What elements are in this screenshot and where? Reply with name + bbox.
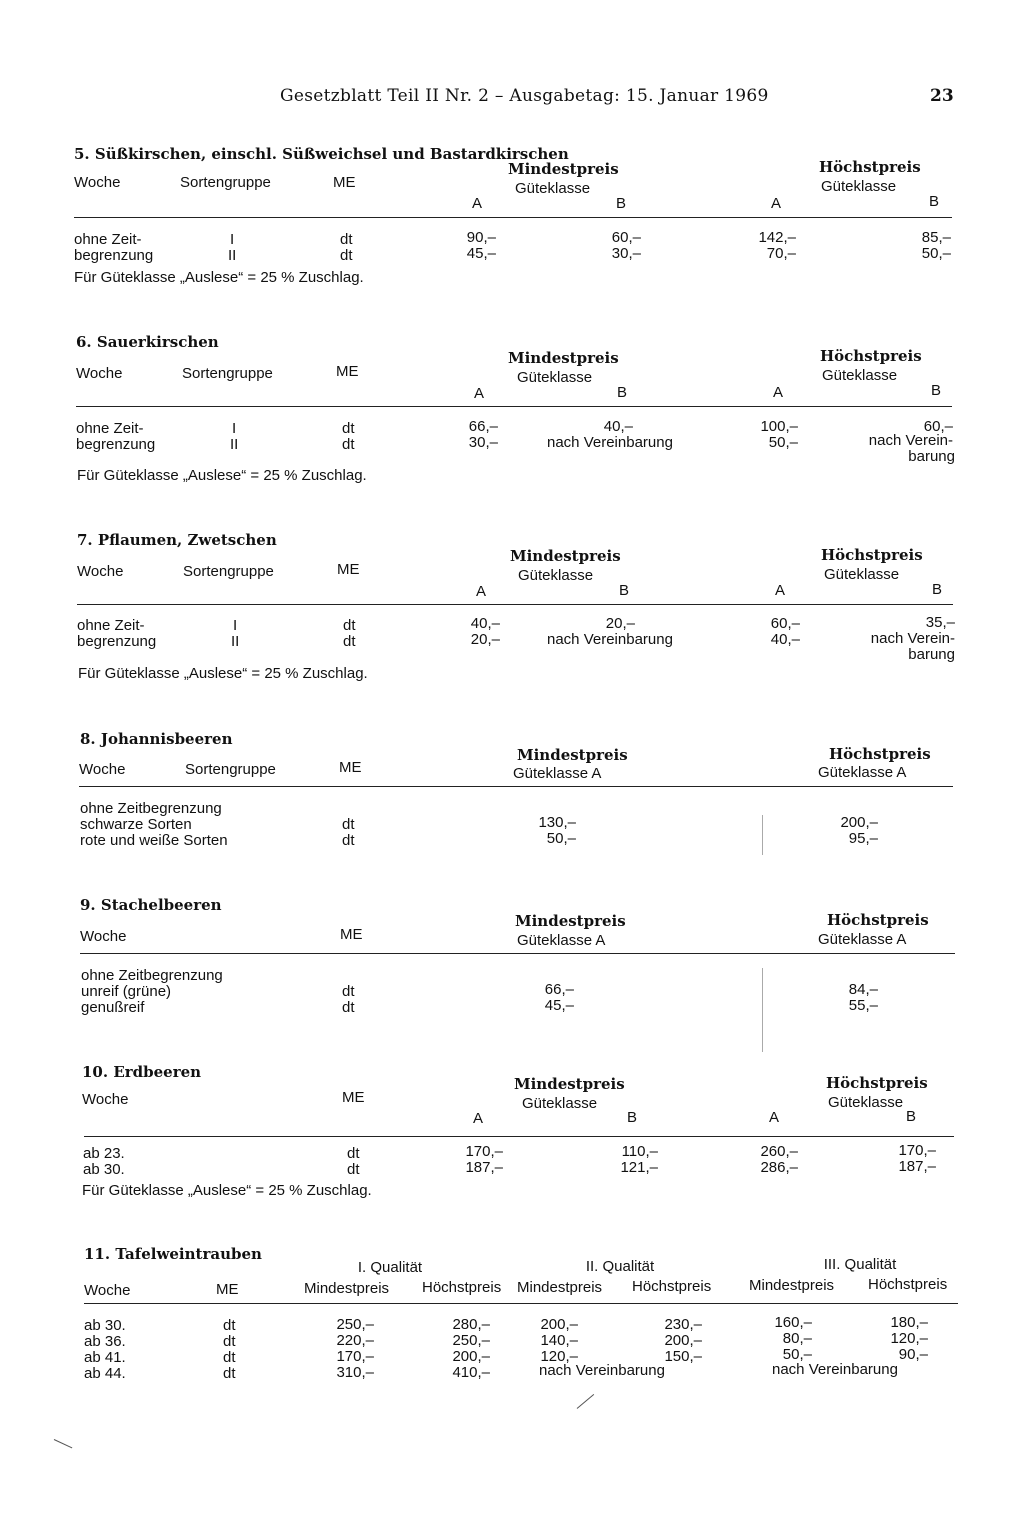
unit-value: dt bbox=[223, 1333, 236, 1350]
min-a-value: 30,– bbox=[468, 434, 498, 451]
min-b-value: 20,– bbox=[605, 615, 635, 632]
gueteklasse-min-header: Güteklasse A bbox=[513, 765, 602, 782]
min-value: 50,– bbox=[546, 830, 576, 847]
row-label: rote und weiße Sorten bbox=[80, 832, 228, 849]
woche-label: ohne Zeit- bbox=[74, 231, 142, 248]
mindestpreis-header: Mindestpreis bbox=[510, 547, 621, 565]
header-rule bbox=[74, 217, 952, 218]
nach-vereinbarung: nach Verein- bbox=[868, 432, 953, 449]
nach-vereinbarung: nach Vereinbarung bbox=[547, 434, 673, 451]
max-a-value: 70,– bbox=[766, 245, 796, 262]
me-header: ME bbox=[216, 1281, 239, 1298]
q1-min-value: 310,– bbox=[336, 1364, 374, 1381]
nach-vereinbarung: nach Verein- bbox=[870, 630, 955, 647]
min-a-value: 45,– bbox=[466, 245, 496, 262]
sortengruppe-value: I bbox=[230, 231, 235, 248]
woche-header: Woche bbox=[84, 1282, 131, 1299]
nach-vereinbarung: barung bbox=[908, 448, 955, 465]
min-b-value: 60,– bbox=[611, 229, 641, 246]
min-value: 130,– bbox=[538, 814, 576, 831]
section-title: 8. Johannisbeeren bbox=[80, 730, 233, 748]
gueteklasse-min-header: Güteklasse bbox=[517, 369, 593, 386]
max-a-value: 142,– bbox=[758, 229, 796, 246]
hoechstpreis-header: Höchstpreis bbox=[821, 546, 923, 564]
woche-header: Woche bbox=[79, 761, 126, 778]
unit-value: dt bbox=[343, 617, 356, 634]
column-divider bbox=[762, 815, 763, 855]
col-b-header: B bbox=[619, 582, 630, 599]
min-a-value: 40,– bbox=[470, 615, 500, 632]
header-rule bbox=[80, 953, 955, 954]
max-b-value: 50,– bbox=[921, 245, 951, 262]
section-title: 7. Pflaumen, Zwetschen bbox=[77, 531, 277, 549]
hoechstpreis-header: Höchstpreis bbox=[819, 158, 921, 176]
max-a-value: 50,– bbox=[768, 434, 798, 451]
max-a-value: 286,– bbox=[760, 1159, 798, 1176]
max-a-value: 60,– bbox=[770, 615, 800, 632]
mindestpreis-header: Mindestpreis bbox=[508, 349, 619, 367]
woche-label: begrenzung bbox=[74, 247, 154, 264]
woche-header: Woche bbox=[82, 1091, 129, 1108]
woche-label: ohne Zeit- bbox=[77, 617, 145, 634]
min-b-value: 121,– bbox=[620, 1159, 658, 1176]
q3-min-value: 80,– bbox=[782, 1330, 812, 1347]
max-b-value: 187,– bbox=[898, 1158, 936, 1175]
woche-header: Woche bbox=[80, 928, 127, 945]
unit-value: dt bbox=[342, 999, 355, 1016]
sortengruppe-header: Sortengruppe bbox=[185, 761, 276, 778]
gueteklasse-max-header: Güteklasse bbox=[828, 1094, 904, 1111]
q3-min-value: 50,– bbox=[782, 1346, 812, 1363]
max-b-value: 35,– bbox=[925, 614, 955, 631]
header-rule bbox=[84, 1136, 954, 1137]
auslese-note: Für Güteklasse „Auslese“ = 25 % Zuschlag. bbox=[77, 467, 367, 484]
col-b-header: B bbox=[929, 193, 940, 210]
section-title: 10. Erdbeeren bbox=[82, 1063, 202, 1081]
max-b-value: 85,– bbox=[921, 229, 951, 246]
q2-max-value: 200,– bbox=[664, 1332, 702, 1349]
header-rule bbox=[79, 786, 953, 787]
section-title: 6. Sauerkirschen bbox=[76, 333, 219, 351]
col-a-header: A bbox=[771, 195, 782, 212]
max-value: 84,– bbox=[848, 981, 878, 998]
pen-mark bbox=[577, 1394, 594, 1409]
unit-value: dt bbox=[343, 633, 356, 650]
quality-3-header: III. Qualität bbox=[823, 1256, 897, 1273]
auslese-note: Für Güteklasse „Auslese“ = 25 % Zuschlag. bbox=[78, 665, 368, 682]
section-title: 9. Stachelbeeren bbox=[80, 896, 222, 914]
sortengruppe-value: II bbox=[228, 247, 237, 264]
gueteklasse-max-header: Güteklasse bbox=[824, 566, 900, 583]
me-header: ME bbox=[337, 561, 360, 578]
nach-vereinbarung: nach Vereinbarung bbox=[539, 1362, 665, 1379]
woche-label: begrenzung bbox=[76, 436, 156, 453]
nach-vereinbarung: nach Vereinbarung bbox=[772, 1361, 898, 1378]
q3-max-value: 90,– bbox=[898, 1346, 928, 1363]
woche-header: Woche bbox=[77, 563, 124, 580]
sortengruppe-value: II bbox=[230, 436, 239, 453]
hoechstpreis-header: Höchstpreis bbox=[820, 347, 922, 365]
woche-label: ohne Zeitbegrenzung bbox=[80, 800, 222, 817]
unit-value: dt bbox=[223, 1317, 236, 1334]
min-a-value: 20,– bbox=[470, 631, 500, 648]
max-b-value: 60,– bbox=[923, 418, 953, 435]
gueteklasse-min-header: Güteklasse bbox=[515, 180, 591, 197]
min-value: 66,– bbox=[544, 981, 574, 998]
max-value: 55,– bbox=[848, 997, 878, 1014]
col-a-header: A bbox=[473, 1110, 484, 1127]
col-b-header: B bbox=[906, 1108, 917, 1125]
woche-label: begrenzung bbox=[77, 633, 157, 650]
unit-value: dt bbox=[347, 1145, 360, 1162]
woche-label: ab 36. bbox=[84, 1333, 126, 1350]
max-b-value: 170,– bbox=[898, 1142, 936, 1159]
max-a-value: 40,– bbox=[770, 631, 800, 648]
col-b-header: B bbox=[931, 382, 942, 399]
hoechstpreis-header: Höchstpreis bbox=[829, 745, 931, 763]
q2-min-value: 140,– bbox=[540, 1332, 578, 1349]
hoechstpreis-header: Höchstpreis bbox=[827, 911, 929, 929]
min-b-value: 110,– bbox=[621, 1143, 658, 1160]
col-a-header: A bbox=[775, 582, 786, 599]
gueteklasse-min-header: Güteklasse bbox=[518, 567, 594, 584]
mindestpreis-header: Mindestpreis bbox=[508, 160, 619, 178]
gueteklasse-max-header: Güteklasse A bbox=[818, 764, 907, 781]
me-header: ME bbox=[336, 363, 359, 380]
q2-hoechstpreis-header: Höchstpreis bbox=[632, 1278, 712, 1295]
q2-mindestpreis-header: Mindestpreis bbox=[517, 1279, 603, 1296]
min-b-value: 30,– bbox=[611, 245, 641, 262]
auslese-note: Für Güteklasse „Auslese“ = 25 % Zuschlag. bbox=[82, 1182, 372, 1199]
col-a-header: A bbox=[476, 583, 487, 600]
max-a-value: 260,– bbox=[760, 1143, 798, 1160]
sortengruppe-header: Sortengruppe bbox=[180, 174, 271, 191]
sortengruppe-header: Sortengruppe bbox=[183, 563, 274, 580]
unit-value: dt bbox=[342, 983, 355, 1000]
max-value: 200,– bbox=[840, 814, 878, 831]
col-a-header: A bbox=[474, 385, 485, 402]
quality-2-header: II. Qualität bbox=[585, 1258, 655, 1275]
q1-mindestpreis-header: Mindestpreis bbox=[304, 1280, 390, 1297]
q2-min-value: 120,– bbox=[540, 1348, 578, 1365]
quality-1-header: I. Qualität bbox=[357, 1259, 423, 1276]
q1-max-value: 410,– bbox=[452, 1364, 490, 1381]
q1-min-value: 220,– bbox=[336, 1332, 374, 1349]
woche-label: ab 30. bbox=[84, 1317, 126, 1334]
unit-value: dt bbox=[342, 420, 355, 437]
col-a-header: A bbox=[472, 195, 483, 212]
sortengruppe-value: I bbox=[233, 617, 238, 634]
row-label: schwarze Sorten bbox=[80, 816, 192, 833]
q1-min-value: 170,– bbox=[336, 1348, 374, 1365]
header-rule bbox=[76, 406, 952, 407]
woche-label: ab 23. bbox=[83, 1145, 125, 1162]
min-a-value: 170,– bbox=[465, 1143, 503, 1160]
me-header: ME bbox=[333, 174, 356, 191]
q1-hoechstpreis-header: Höchstpreis bbox=[422, 1279, 502, 1296]
col-a-header: A bbox=[769, 1109, 780, 1126]
col-b-header: B bbox=[616, 195, 627, 212]
max-a-value: 100,– bbox=[760, 418, 798, 435]
q3-mindestpreis-header: Mindestpreis bbox=[749, 1277, 835, 1294]
unit-value: dt bbox=[342, 436, 355, 453]
q1-max-value: 200,– bbox=[452, 1348, 490, 1365]
me-header: ME bbox=[342, 1089, 365, 1106]
header-rule bbox=[77, 604, 953, 605]
q1-max-value: 250,– bbox=[452, 1332, 490, 1349]
nach-vereinbarung: barung bbox=[908, 646, 955, 663]
q3-max-value: 120,– bbox=[890, 1330, 928, 1347]
q1-max-value: 280,– bbox=[452, 1316, 490, 1333]
unit-value: dt bbox=[223, 1365, 236, 1382]
sortengruppe-value: II bbox=[231, 633, 240, 650]
woche-label: ab 44. bbox=[84, 1365, 126, 1382]
min-a-value: 66,– bbox=[468, 418, 498, 435]
col-a-header: A bbox=[773, 384, 784, 401]
pen-mark bbox=[54, 1439, 73, 1448]
unit-value: dt bbox=[223, 1349, 236, 1366]
unit-value: dt bbox=[340, 247, 353, 264]
sortengruppe-header: Sortengruppe bbox=[182, 365, 273, 382]
col-b-header: B bbox=[627, 1109, 638, 1126]
gueteklasse-min-header: Güteklasse A bbox=[517, 932, 606, 949]
nach-vereinbarung: nach Vereinbarung bbox=[547, 631, 673, 648]
col-b-header: B bbox=[617, 384, 628, 401]
woche-label: ab 41. bbox=[84, 1349, 126, 1366]
unit-value: dt bbox=[342, 832, 355, 849]
min-value: 45,– bbox=[544, 997, 574, 1014]
unit-value: dt bbox=[347, 1161, 360, 1178]
gueteklasse-max-header: Güteklasse bbox=[822, 367, 898, 384]
woche-label: ab 30. bbox=[83, 1161, 125, 1178]
auslese-note: Für Güteklasse „Auslese“ = 25 % Zuschlag. bbox=[74, 269, 364, 286]
column-divider bbox=[762, 968, 763, 1052]
q3-max-value: 180,– bbox=[890, 1314, 928, 1331]
row-label: genußreif bbox=[81, 999, 145, 1016]
woche-header: Woche bbox=[74, 174, 121, 191]
row-label: unreif (grüne) bbox=[81, 983, 172, 1000]
q2-max-value: 230,– bbox=[664, 1316, 702, 1333]
hoechstpreis-header: Höchstpreis bbox=[826, 1074, 928, 1092]
q1-min-value: 250,– bbox=[336, 1316, 374, 1333]
mindestpreis-header: Mindestpreis bbox=[514, 1075, 625, 1093]
page-header-title: Gesetzblatt Teil II Nr. 2 – Ausgabetag: 15. Januar 1969 bbox=[280, 86, 769, 106]
unit-value: dt bbox=[342, 816, 355, 833]
q2-min-value: 200,– bbox=[540, 1316, 578, 1333]
min-a-value: 90,– bbox=[466, 229, 496, 246]
woche-label: ohne Zeit- bbox=[76, 420, 144, 437]
page-number: 23 bbox=[930, 86, 954, 106]
min-b-value: 40,– bbox=[603, 418, 633, 435]
woche-label: ohne Zeitbegrenzung bbox=[81, 967, 223, 984]
col-b-header: B bbox=[932, 581, 943, 598]
max-value: 95,– bbox=[848, 830, 878, 847]
q2-max-value: 150,– bbox=[664, 1348, 702, 1365]
section-title: 11. Tafelweintrauben bbox=[84, 1245, 262, 1263]
me-header: ME bbox=[340, 926, 363, 943]
mindestpreis-header: Mindestpreis bbox=[515, 912, 626, 930]
section-title: 5. Süßkirschen, einschl. Süßweichsel und Bastardkirschen bbox=[74, 145, 569, 163]
gueteklasse-min-header: Güteklasse bbox=[522, 1095, 598, 1112]
q3-min-value: 160,– bbox=[774, 1314, 812, 1331]
sortengruppe-value: I bbox=[232, 420, 237, 437]
gueteklasse-max-header: Güteklasse bbox=[821, 178, 897, 195]
gueteklasse-max-header: Güteklasse A bbox=[818, 931, 907, 948]
min-a-value: 187,– bbox=[465, 1159, 503, 1176]
woche-header: Woche bbox=[76, 365, 123, 382]
q3-hoechstpreis-header: Höchstpreis bbox=[868, 1276, 948, 1293]
mindestpreis-header: Mindestpreis bbox=[517, 746, 628, 764]
header-rule bbox=[84, 1303, 958, 1304]
unit-value: dt bbox=[340, 231, 353, 248]
me-header: ME bbox=[339, 759, 362, 776]
